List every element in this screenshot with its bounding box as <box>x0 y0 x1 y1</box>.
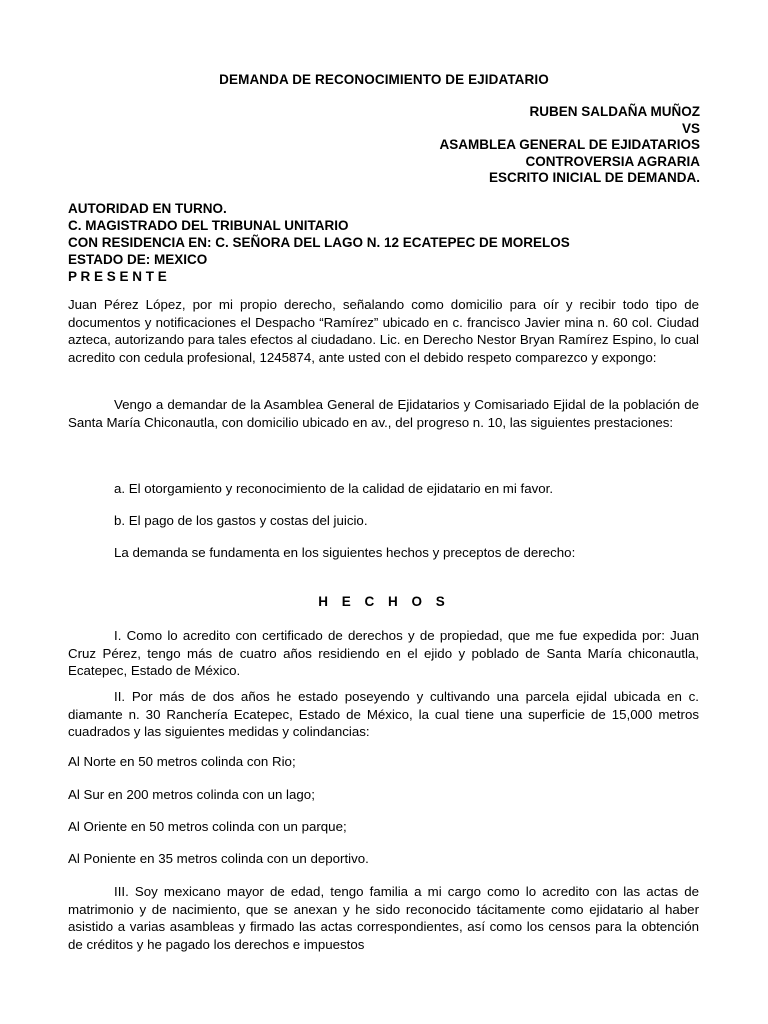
state-line: ESTADO DE: MEXICO <box>68 252 208 267</box>
fact-3-paragraph: III. Soy mexicano mayor de edad, tengo familia a mi cargo como lo acredito con las actas de matrimonio y de nacimiento, que se anexan y he sido reconocido tácitamente como ejidatario al haber asistido a varias asambleas y firmado las actas correspondientes, así como los censos para la obtención de créditos y he pagado los derechos e impuestos <box>68 884 699 952</box>
fact-2-paragraph: II. Por más de dos años he estado poseyendo y cultivando una parcela ejidal ubicada en c. diamante n. 30 Ranchería Ecatepec, Estado de México, la cual tiene una superficie de 15,000 metros cuadrados y las siguientes medidas y colindancias: <box>68 689 699 739</box>
document-title: DEMANDA DE RECONOCIMIENTO DE EJIDATARIO <box>219 72 549 87</box>
fact-1-paragraph: I. Como lo acredito con certificado de derechos y de propiedad, que me fue expedida por: Juan Cruz Pérez, tengo más de cuatro años residiendo en el ejido y poblado de Santa María chiconautla, Ecatepec, Estado de México. <box>68 628 699 678</box>
claim-item-b: b. El pago de los gastos y costas del juicio. <box>114 513 368 528</box>
foundation-line: La demanda se fundamenta en los siguientes hechos y preceptos de derecho: <box>114 545 576 560</box>
demand-paragraph: Vengo a demandar de la Asamblea General de Ejidatarios y Comisariado Ejidal de la población de Santa María Chiconautla, con domicilio ubicado en av., del progreso n. 10, las siguientes prestaciones: <box>68 397 699 430</box>
authority-line: AUTORIDAD EN TURNO. <box>68 201 227 216</box>
boundary-north: Al Norte en 50 metros colinda con Rio; <box>68 754 296 769</box>
boundary-west: Al Poniente en 35 metros colinda con un deportivo. <box>68 851 369 866</box>
versus-label: VS <box>681 120 700 136</box>
boundary-south: Al Sur en 200 metros colinda con un lago; <box>68 787 315 802</box>
plaintiff-name: RUBEN SALDAÑA MUÑOZ <box>529 104 700 119</box>
presente-line: P R E S E N T E <box>68 269 167 284</box>
defendant-name: ASAMBLEA GENERAL DE EJIDATARIOS <box>439 137 700 152</box>
magistrate-line: C. MAGISTRADO DEL TRIBUNAL UNITARIO <box>68 218 349 233</box>
case-type: CONTROVERSIA AGRARIA <box>525 153 700 169</box>
boundary-east: Al Oriente en 50 metros colinda con un parque; <box>68 819 347 834</box>
authority-block <box>68 200 570 285</box>
intro-paragraph: Juan Pérez López, por mi propio derecho, señalando como domicilio para oír y recibir todo tipo de documentos y notificaciones el Despacho “Ramírez” ubicado en c. francisco Javier mina n. 60 col. Ciudad azteca, autorizando para tales efectos al ciudadano. Lic. en Derecho Nestor Bryan Ramírez Espino, lo cual acredito con cedula profesional, 1245874, ante usted con el debido respeto comparezco y expongo: <box>68 297 699 365</box>
claim-item-a: a. El otorgamiento y reconocimiento de la calidad de ejidatario en mi favor. <box>114 481 554 496</box>
residence-line: CON RESIDENCIA EN: C. SEÑORA DEL LAGO N. 12 ECATEPEC DE MORELOS <box>68 235 570 250</box>
document-kind: ESCRITO INICIAL DE DEMANDA. <box>488 170 700 185</box>
case-parties <box>439 104 700 187</box>
hechos-heading: H E C H O S <box>318 594 450 609</box>
